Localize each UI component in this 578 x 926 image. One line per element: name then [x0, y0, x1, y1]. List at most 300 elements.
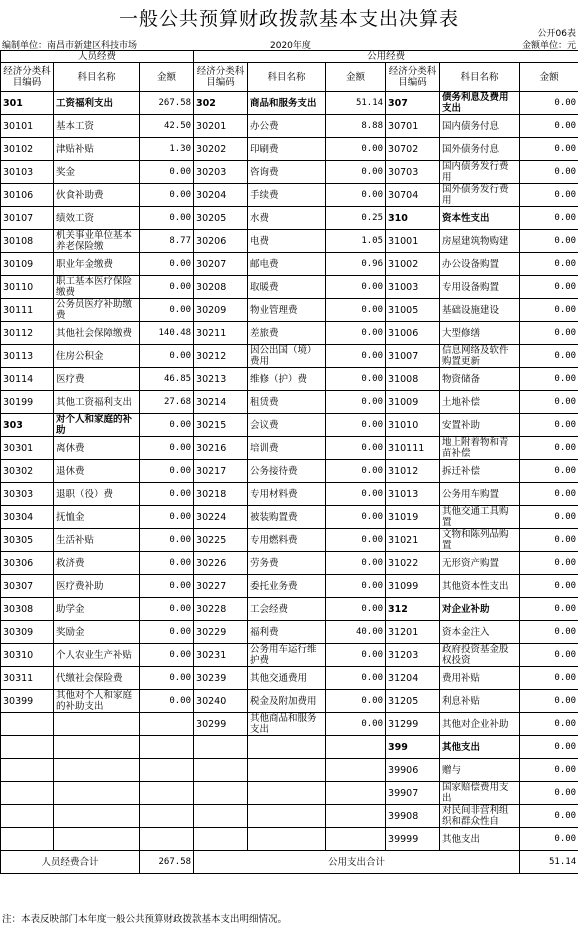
item-name-cell — [54, 713, 140, 736]
code-cell: 30218 — [194, 483, 248, 506]
item-name-cell: 其他支出 — [440, 828, 520, 851]
amount-cell: 0.96 — [326, 253, 386, 276]
item-name-cell: 其他社会保障缴费 — [54, 322, 140, 345]
item-name-cell: 费用补贴 — [440, 667, 520, 690]
amount-cell: 0.00 — [326, 690, 386, 713]
item-name-cell: 生活补贴 — [54, 529, 140, 552]
item-name-cell: 公务接待费 — [248, 460, 326, 483]
item-name-cell: 公务员医疗补助缴费 — [54, 299, 140, 322]
amount-cell — [326, 736, 386, 759]
header-amount: 金额 — [326, 63, 386, 92]
code-cell: 30211 — [194, 322, 248, 345]
table-row — [1, 161, 578, 184]
item-name-cell: 职业年金缴费 — [54, 253, 140, 276]
amount-cell: 0.00 — [520, 529, 578, 552]
amount-cell: 0.00 — [520, 437, 578, 460]
table-row — [1, 276, 578, 299]
item-name-cell: 医疗费补助 — [54, 575, 140, 598]
item-name-cell: 印刷费 — [248, 138, 326, 161]
item-name-cell: 国外债务发行费用 — [440, 184, 520, 207]
code-cell: 30206 — [194, 230, 248, 253]
item-name-cell: 其他交通工具购置 — [440, 506, 520, 529]
amount-cell: 0.00 — [326, 713, 386, 736]
item-name-cell: 其他对企业补助 — [440, 713, 520, 736]
amount-cell: 0.00 — [520, 414, 578, 437]
amount-cell: 0.00 — [520, 506, 578, 529]
table-row — [1, 460, 578, 483]
code-cell: 30207 — [194, 253, 248, 276]
code-cell: 30199 — [1, 391, 54, 414]
public-total-amount: 51.14 — [520, 851, 578, 874]
amount-cell: 0.00 — [140, 667, 194, 690]
item-name-cell: 邮电费 — [248, 253, 326, 276]
item-name-cell: 其他工资福利支出 — [54, 391, 140, 414]
amount-cell: 0.00 — [326, 322, 386, 345]
code-cell — [1, 782, 54, 805]
amount-cell: 0.00 — [326, 345, 386, 368]
code-cell: 31001 — [386, 230, 440, 253]
table-row — [1, 138, 578, 161]
code-cell: 30114 — [1, 368, 54, 391]
code-cell: 30103 — [1, 161, 54, 184]
amount-cell: 0.00 — [140, 529, 194, 552]
item-name-cell: 差旅费 — [248, 322, 326, 345]
code-cell: 31022 — [386, 552, 440, 575]
item-name-cell — [248, 782, 326, 805]
item-name-cell: 基本工资 — [54, 115, 140, 138]
item-name-cell: 个人农业生产补贴 — [54, 644, 140, 667]
amount-cell: 0.00 — [520, 345, 578, 368]
amount-unit: 金额单位：元 — [521, 41, 576, 51]
amount-cell: 0.00 — [140, 506, 194, 529]
table-row — [1, 92, 578, 115]
item-name-cell: 办公费 — [248, 115, 326, 138]
amount-cell — [326, 759, 386, 782]
item-name-cell: 电费 — [248, 230, 326, 253]
code-cell: 30240 — [194, 690, 248, 713]
item-name-cell — [54, 759, 140, 782]
code-cell: 30101 — [1, 115, 54, 138]
amount-cell: 0.00 — [520, 276, 578, 299]
amount-cell: 0.00 — [520, 552, 578, 575]
amount-cell: 0.00 — [326, 483, 386, 506]
item-name-cell: 救济费 — [54, 552, 140, 575]
item-name-cell: 福利费 — [248, 621, 326, 644]
table-row — [1, 345, 578, 368]
item-name-cell — [248, 759, 326, 782]
amount-cell: 0.00 — [326, 460, 386, 483]
amount-cell: 0.00 — [520, 713, 578, 736]
amount-cell: 0.00 — [326, 437, 386, 460]
amount-cell: 0.00 — [140, 184, 194, 207]
amount-cell: 0.00 — [520, 322, 578, 345]
code-cell: 30227 — [194, 575, 248, 598]
code-cell: 30112 — [1, 322, 54, 345]
amount-cell: 1.30 — [140, 138, 194, 161]
table-row — [1, 552, 578, 575]
item-name-cell: 公务用车运行维护费 — [248, 644, 326, 667]
code-cell: 30111 — [1, 299, 54, 322]
table-row — [1, 667, 578, 690]
table-row — [1, 713, 578, 736]
amount-cell: 0.00 — [140, 575, 194, 598]
table-row — [1, 322, 578, 345]
amount-cell: 8.88 — [326, 115, 386, 138]
expenditure-table — [0, 50, 578, 874]
item-name-cell: 维修（护）费 — [248, 368, 326, 391]
amount-cell: 8.77 — [140, 230, 194, 253]
amount-cell: 51.14 — [326, 92, 386, 115]
table-row — [1, 759, 578, 782]
amount-cell: 0.00 — [326, 299, 386, 322]
amount-cell: 46.85 — [140, 368, 194, 391]
code-cell: 31005 — [386, 299, 440, 322]
header-code: 经济分类科目编码 — [1, 63, 54, 92]
code-cell: 30704 — [386, 184, 440, 207]
amount-cell: 0.00 — [140, 621, 194, 644]
amount-cell: 40.00 — [326, 621, 386, 644]
amount-cell: 0.00 — [520, 782, 578, 805]
amount-cell: 140.48 — [140, 322, 194, 345]
code-cell: 30305 — [1, 529, 54, 552]
amount-cell: 0.00 — [520, 253, 578, 276]
table-row — [1, 368, 578, 391]
item-name-cell — [248, 828, 326, 851]
code-cell: 39907 — [386, 782, 440, 805]
item-name-cell: 对个人和家庭的补助 — [54, 414, 140, 437]
item-name-cell: 专用设备购置 — [440, 276, 520, 299]
amount-cell: 0.00 — [326, 184, 386, 207]
code-cell: 30239 — [194, 667, 248, 690]
header-code: 经济分类科目编码 — [386, 63, 440, 92]
item-name-cell: 机关事业单位基本养老保险缴 — [54, 230, 140, 253]
item-name-cell: 手续费 — [248, 184, 326, 207]
amount-cell: 0.00 — [520, 667, 578, 690]
amount-cell — [326, 782, 386, 805]
item-name-cell: 委托业务费 — [248, 575, 326, 598]
code-cell: 30228 — [194, 598, 248, 621]
header-name: 科目名称 — [248, 63, 326, 92]
amount-cell: 0.00 — [326, 506, 386, 529]
amount-cell: 0.00 — [520, 805, 578, 828]
unit-label: 编制单位：南昌市新建区科技市场 — [2, 41, 138, 51]
table-row — [1, 207, 578, 230]
code-cell: 302 — [194, 92, 248, 115]
code-cell: 30203 — [194, 161, 248, 184]
code-cell: 30108 — [1, 230, 54, 253]
amount-cell: 0.00 — [140, 552, 194, 575]
amount-cell — [140, 805, 194, 828]
code-cell: 30201 — [194, 115, 248, 138]
code-cell: 399 — [386, 736, 440, 759]
code-cell: 39999 — [386, 828, 440, 851]
totals-row — [1, 851, 578, 874]
header-name: 科目名称 — [54, 63, 140, 92]
code-cell: 30113 — [1, 345, 54, 368]
amount-cell: 0.00 — [140, 598, 194, 621]
table-row — [1, 506, 578, 529]
amount-cell — [140, 736, 194, 759]
item-name-cell: 地上附着物和青苗补偿 — [440, 437, 520, 460]
item-name-cell: 房屋建筑物购建 — [440, 230, 520, 253]
code-cell: 30310 — [1, 644, 54, 667]
item-name-cell: 代缴社会保险费 — [54, 667, 140, 690]
code-cell: 30299 — [194, 713, 248, 736]
amount-cell: 0.00 — [326, 414, 386, 437]
item-name-cell: 国内债务发行费用 — [440, 161, 520, 184]
item-name-cell: 对企业补助 — [440, 598, 520, 621]
item-name-cell: 赠与 — [440, 759, 520, 782]
amount-cell: 0.00 — [326, 368, 386, 391]
item-name-cell: 物资储备 — [440, 368, 520, 391]
item-name-cell: 绩效工资 — [54, 207, 140, 230]
item-name-cell: 其他对个人和家庭的补助支出 — [54, 690, 140, 713]
item-name-cell: 国内债务付息 — [440, 115, 520, 138]
code-cell: 30107 — [1, 207, 54, 230]
item-name-cell: 取暖费 — [248, 276, 326, 299]
code-cell: 31006 — [386, 322, 440, 345]
item-name-cell: 利息补贴 — [440, 690, 520, 713]
amount-cell: 0.00 — [326, 138, 386, 161]
amount-cell — [326, 805, 386, 828]
item-name-cell: 国外债务付息 — [440, 138, 520, 161]
header-amount: 金额 — [140, 63, 194, 92]
code-cell: 31203 — [386, 644, 440, 667]
amount-cell: 0.00 — [326, 161, 386, 184]
code-cell: 30307 — [1, 575, 54, 598]
code-cell: 31007 — [386, 345, 440, 368]
item-name-cell: 拆迁补偿 — [440, 460, 520, 483]
item-name-cell: 职工基本医疗保险缴费 — [54, 276, 140, 299]
item-name-cell: 其他商品和服务支出 — [248, 713, 326, 736]
amount-cell: 0.00 — [520, 575, 578, 598]
code-cell: 30301 — [1, 437, 54, 460]
table-row — [1, 575, 578, 598]
item-name-cell: 租赁费 — [248, 391, 326, 414]
amount-cell: 0.00 — [520, 161, 578, 184]
code-cell: 30202 — [194, 138, 248, 161]
amount-cell: 0.00 — [326, 598, 386, 621]
table-row — [1, 736, 578, 759]
code-cell: 39908 — [386, 805, 440, 828]
item-name-cell: 伙食补助费 — [54, 184, 140, 207]
item-name-cell: 助学金 — [54, 598, 140, 621]
amount-cell: 0.00 — [520, 690, 578, 713]
table-row — [1, 690, 578, 713]
item-name-cell: 基础设施建设 — [440, 299, 520, 322]
code-cell: 31002 — [386, 253, 440, 276]
code-cell: 30702 — [386, 138, 440, 161]
code-cell: 30204 — [194, 184, 248, 207]
amount-cell: 0.00 — [520, 92, 578, 115]
table-row — [1, 115, 578, 138]
code-cell — [1, 759, 54, 782]
item-name-cell: 专用燃料费 — [248, 529, 326, 552]
code-cell: 30701 — [386, 115, 440, 138]
code-cell — [1, 736, 54, 759]
code-cell: 30308 — [1, 598, 54, 621]
table-row — [1, 598, 578, 621]
item-name-cell: 税金及附加费用 — [248, 690, 326, 713]
amount-cell: 0.00 — [326, 552, 386, 575]
amount-cell: 0.00 — [326, 391, 386, 414]
item-name-cell: 奖金 — [54, 161, 140, 184]
amount-cell: 0.00 — [520, 115, 578, 138]
item-name-cell: 被装购置费 — [248, 506, 326, 529]
code-cell: 310 — [386, 207, 440, 230]
code-cell: 31099 — [386, 575, 440, 598]
amount-cell: 0.00 — [140, 460, 194, 483]
amount-cell — [140, 828, 194, 851]
amount-cell — [140, 782, 194, 805]
amount-cell: 0.00 — [520, 299, 578, 322]
code-cell: 30215 — [194, 414, 248, 437]
item-name-cell: 债务利息及费用支出 — [440, 92, 520, 115]
amount-cell: 0.00 — [520, 460, 578, 483]
amount-cell: 0.00 — [520, 621, 578, 644]
code-cell: 31204 — [386, 667, 440, 690]
code-cell: 30224 — [194, 506, 248, 529]
table-row — [1, 644, 578, 667]
code-cell: 31013 — [386, 483, 440, 506]
item-name-cell: 咨询费 — [248, 161, 326, 184]
amount-cell: 0.00 — [140, 483, 194, 506]
item-name-cell — [54, 782, 140, 805]
item-name-cell — [248, 736, 326, 759]
amount-cell: 0.00 — [140, 437, 194, 460]
code-cell: 30102 — [1, 138, 54, 161]
item-name-cell: 其他交通费用 — [248, 667, 326, 690]
amount-cell: 0.00 — [140, 414, 194, 437]
amount-cell: 0.00 — [140, 644, 194, 667]
item-name-cell: 其他资本性支出 — [440, 575, 520, 598]
code-cell: 303 — [1, 414, 54, 437]
table-row — [1, 828, 578, 851]
code-cell: 30225 — [194, 529, 248, 552]
amount-cell: 0.00 — [140, 690, 194, 713]
amount-cell: 0.00 — [326, 276, 386, 299]
amount-cell — [326, 828, 386, 851]
amount-cell: 0.00 — [520, 828, 578, 851]
code-cell: 31299 — [386, 713, 440, 736]
amount-cell: 0.00 — [326, 667, 386, 690]
item-name-cell: 培训费 — [248, 437, 326, 460]
code-cell: 31010 — [386, 414, 440, 437]
code-cell: 30106 — [1, 184, 54, 207]
item-name-cell: 医疗费 — [54, 368, 140, 391]
unit-row — [0, 38, 578, 50]
header-name: 科目名称 — [440, 63, 520, 92]
code-cell: 301 — [1, 92, 54, 115]
item-name-cell: 办公设备购置 — [440, 253, 520, 276]
code-cell: 31012 — [386, 460, 440, 483]
item-name-cell: 津贴补贴 — [54, 138, 140, 161]
code-cell — [194, 782, 248, 805]
item-name-cell: 土地补偿 — [440, 391, 520, 414]
code-cell: 39906 — [386, 759, 440, 782]
item-name-cell: 因公出国（境）费用 — [248, 345, 326, 368]
year-label: 2020年度 — [270, 41, 311, 51]
item-name-cell: 物业管理费 — [248, 299, 326, 322]
code-cell: 30212 — [194, 345, 248, 368]
item-name-cell: 政府投资基金股权投资 — [440, 644, 520, 667]
code-cell: 30110 — [1, 276, 54, 299]
table-row — [1, 391, 578, 414]
amount-cell: 0.25 — [326, 207, 386, 230]
code-cell: 31021 — [386, 529, 440, 552]
item-name-cell: 住房公积金 — [54, 345, 140, 368]
code-cell: 30216 — [194, 437, 248, 460]
code-cell — [194, 805, 248, 828]
public-total-label: 公用支出合计 — [194, 851, 520, 874]
amount-cell: 0.00 — [520, 759, 578, 782]
amount-cell: 267.58 — [140, 92, 194, 115]
code-cell: 30311 — [1, 667, 54, 690]
item-name-cell: 会议费 — [248, 414, 326, 437]
code-cell: 30109 — [1, 253, 54, 276]
item-name-cell: 对民间非营利组织和群众性自 — [440, 805, 520, 828]
code-cell — [194, 736, 248, 759]
code-cell — [1, 713, 54, 736]
amount-cell: 0.00 — [140, 253, 194, 276]
item-name-cell: 退职（役）费 — [54, 483, 140, 506]
personnel-total-amount: 267.58 — [140, 851, 194, 874]
code-cell: 30306 — [1, 552, 54, 575]
item-name-cell: 大型修缮 — [440, 322, 520, 345]
amount-cell: 1.05 — [326, 230, 386, 253]
table-row — [1, 230, 578, 253]
amount-cell: 0.00 — [140, 276, 194, 299]
item-name-cell: 奖励金 — [54, 621, 140, 644]
table-row — [1, 483, 578, 506]
table-row — [1, 437, 578, 460]
page-title: 一般公共预算财政拨款基本支出决算表 — [118, 8, 459, 30]
item-name-cell: 水费 — [248, 207, 326, 230]
amount-cell: 42.50 — [140, 115, 194, 138]
code-cell: 307 — [386, 92, 440, 115]
item-name-cell — [54, 828, 140, 851]
amount-cell: 0.00 — [520, 230, 578, 253]
table-row — [1, 621, 578, 644]
header-amount: 金额 — [520, 63, 578, 92]
amount-cell: 0.00 — [520, 391, 578, 414]
item-name-cell: 文物和陈列品购置 — [440, 529, 520, 552]
footnote: 注：本表反映部门本年度一般公共预算财政拨款基本支出明细情况。 — [2, 914, 288, 925]
item-name-cell: 国家赔偿费用支出 — [440, 782, 520, 805]
code-cell: 31205 — [386, 690, 440, 713]
amount-cell: 0.00 — [520, 368, 578, 391]
code-cell: 30229 — [194, 621, 248, 644]
amount-cell: 0.00 — [140, 345, 194, 368]
personnel-total-label: 人员经费合计 — [1, 851, 140, 874]
code-cell: 30302 — [1, 460, 54, 483]
code-cell: 30208 — [194, 276, 248, 299]
code-cell: 30231 — [194, 644, 248, 667]
code-cell: 31009 — [386, 391, 440, 414]
item-name-cell — [54, 736, 140, 759]
code-cell — [194, 759, 248, 782]
table-row — [1, 529, 578, 552]
item-name-cell: 工资福利支出 — [54, 92, 140, 115]
table-row — [1, 299, 578, 322]
code-cell: 30213 — [194, 368, 248, 391]
amount-cell: 0.00 — [520, 184, 578, 207]
item-name-cell: 资本性支出 — [440, 207, 520, 230]
amount-cell — [140, 713, 194, 736]
code-cell: 30214 — [194, 391, 248, 414]
code-cell: 30226 — [194, 552, 248, 575]
item-name-cell: 劳务费 — [248, 552, 326, 575]
